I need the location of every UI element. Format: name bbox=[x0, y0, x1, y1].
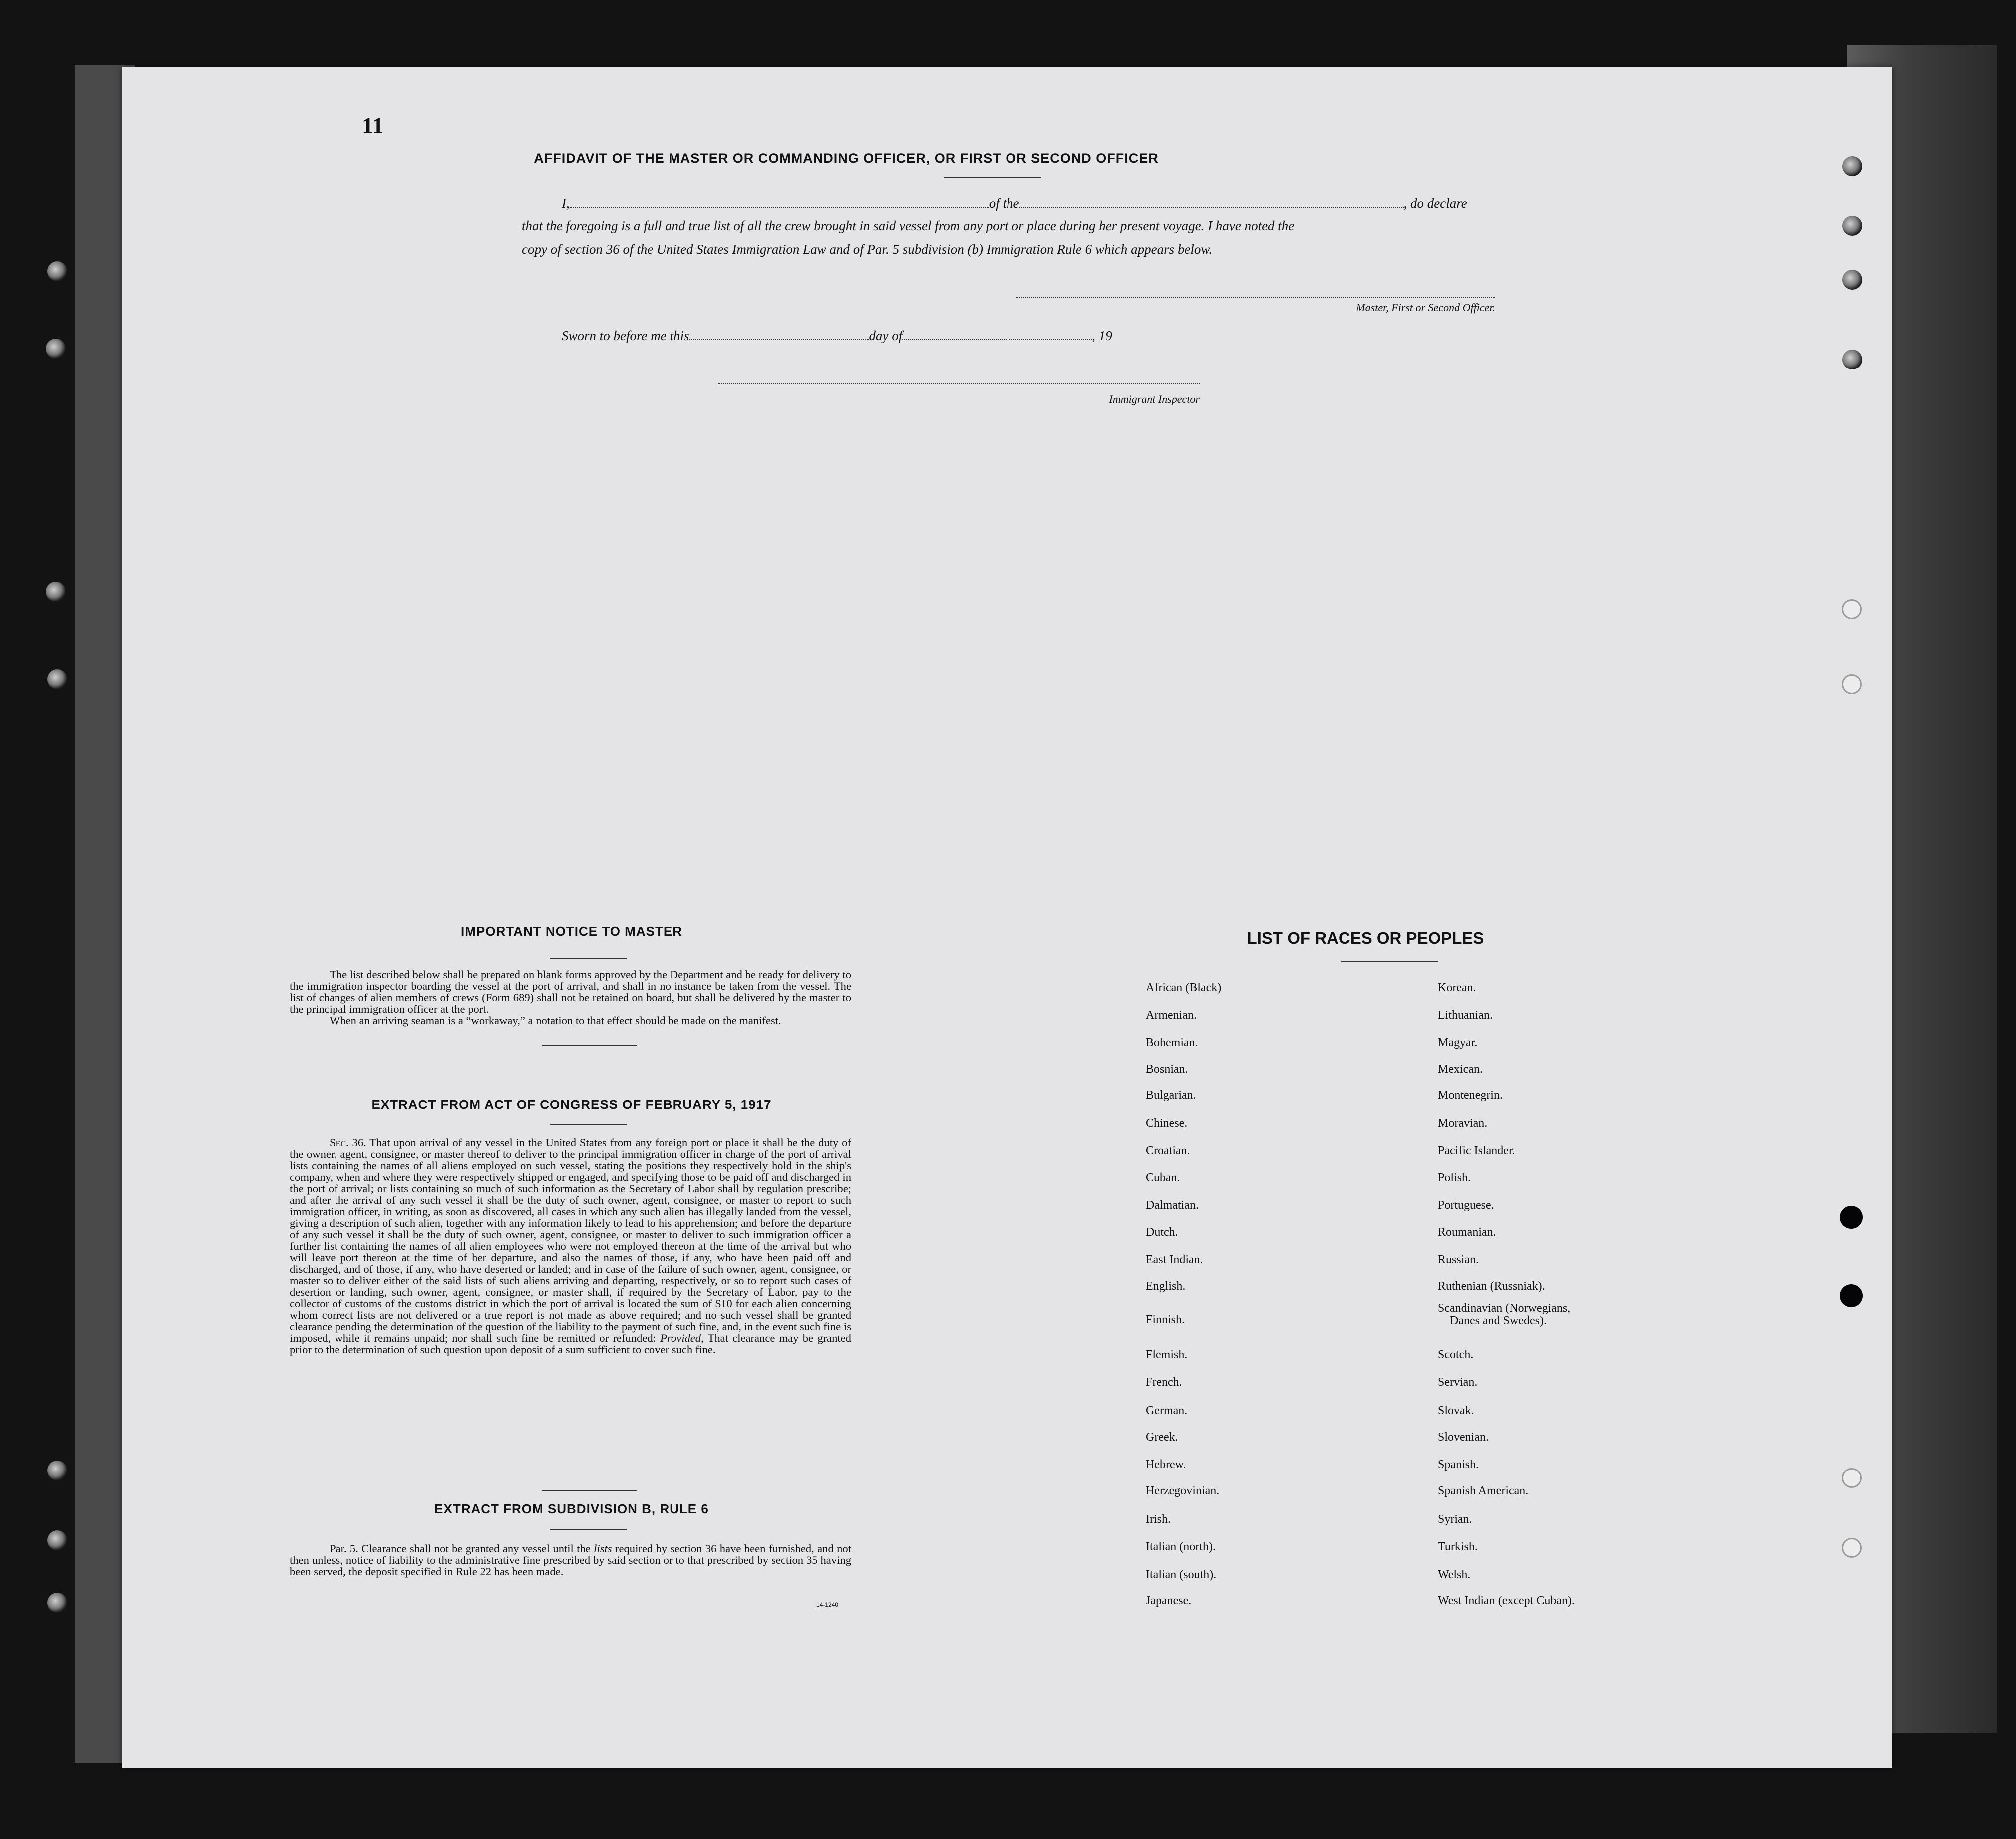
section-36-tail: That clearance may be granted prior to the determination of such question upon deposit of a sum sufficient to cover such fine. bbox=[290, 1332, 851, 1356]
race-item: Italian (north). bbox=[1146, 1540, 1216, 1553]
rule-lists-word: lists bbox=[594, 1542, 612, 1555]
race-item: Montenegrin. bbox=[1438, 1089, 1503, 1102]
race-item: Syrian. bbox=[1438, 1513, 1472, 1526]
race-item: Lithuanian. bbox=[1438, 1009, 1493, 1022]
binder-hole bbox=[1842, 350, 1862, 369]
title-rule bbox=[944, 177, 1041, 178]
rule-extract-title: EXTRACT FROM SUBDIVISION B, RULE 6 bbox=[434, 1501, 709, 1516]
rule-extract-rule bbox=[550, 1529, 627, 1530]
line1-of-the: of the bbox=[989, 196, 1019, 211]
binder-hole bbox=[47, 1461, 67, 1480]
race-item: East Indian. bbox=[1146, 1253, 1203, 1266]
binder-hole bbox=[46, 582, 66, 602]
race-item: Slovak. bbox=[1438, 1404, 1474, 1417]
sworn-month-blank[interactable] bbox=[902, 327, 1092, 340]
race-item: Scandinavian (Norwegians, Danes and Swedes). bbox=[1438, 1302, 1571, 1327]
affidavit-line1 bbox=[562, 195, 1630, 211]
race-item: Bosnian. bbox=[1146, 1063, 1188, 1076]
line1-declare: , do declare bbox=[1403, 196, 1467, 211]
race-item: Ruthenian (Russniak). bbox=[1438, 1280, 1545, 1293]
race-item: Armenian. bbox=[1146, 1009, 1197, 1022]
binder-hole bbox=[1842, 674, 1862, 694]
sworn-line bbox=[562, 327, 1112, 344]
notice-title: IMPORTANT NOTICE TO MASTER bbox=[461, 924, 682, 939]
binder-hole bbox=[47, 1530, 67, 1550]
binder-hole bbox=[47, 1593, 67, 1613]
race-item: West Indian (except Cuban). bbox=[1438, 1594, 1575, 1607]
sworn-day-of: day of bbox=[869, 328, 903, 343]
act-extract-end-rule bbox=[542, 1490, 637, 1491]
corner-mark: 11 bbox=[362, 113, 384, 138]
race-item: Servian. bbox=[1438, 1376, 1478, 1389]
race-item: German. bbox=[1146, 1404, 1188, 1417]
sworn-prefix: Sworn to before me this bbox=[562, 328, 689, 343]
race-item: Hebrew. bbox=[1146, 1458, 1186, 1471]
race-item: Dutch. bbox=[1146, 1226, 1178, 1239]
race-item: Croatian. bbox=[1146, 1144, 1190, 1157]
binder-hole bbox=[1842, 216, 1862, 236]
race-item: Finnish. bbox=[1146, 1313, 1185, 1326]
race-item: Cuban. bbox=[1146, 1171, 1180, 1184]
race-item: Roumanian. bbox=[1438, 1226, 1496, 1239]
race-item: English. bbox=[1146, 1280, 1186, 1293]
provided-word: Provided, bbox=[660, 1332, 704, 1344]
race-item: Herzegovinian. bbox=[1146, 1484, 1220, 1497]
race-item: African (Black) bbox=[1146, 981, 1222, 994]
notice-end-rule bbox=[542, 1045, 637, 1046]
sworn-year: , 19 bbox=[1092, 328, 1112, 343]
binder-hole bbox=[1842, 1538, 1862, 1558]
binder-hole bbox=[1840, 1206, 1863, 1229]
races-title: LIST OF RACES OR PEOPLES bbox=[1247, 929, 1484, 947]
affidavit-line3: copy of section 36 of the United States Immigration Law and of Par. 5 subdivision (b) Immigration Rule 6 which appears below. bbox=[522, 242, 1213, 257]
race-item: Polish. bbox=[1438, 1171, 1471, 1184]
race-item: Mexican. bbox=[1438, 1063, 1483, 1076]
act-extract-title: EXTRACT FROM ACT OF CONGRESS OF FEBRUARY 5, 1917 bbox=[371, 1097, 772, 1112]
master-signature-line[interactable] bbox=[1016, 297, 1495, 298]
line1-i: I, bbox=[562, 196, 570, 211]
rule-text-a: Par. 5. Clearance shall not be granted any vessel until the bbox=[330, 1542, 591, 1555]
binder-hole bbox=[1842, 1468, 1862, 1488]
act-extract-rule bbox=[550, 1124, 627, 1125]
notice-rule bbox=[550, 958, 627, 959]
race-item: Spanish. bbox=[1438, 1458, 1479, 1471]
race-item: Welsh. bbox=[1438, 1568, 1471, 1581]
race-item: Slovenian. bbox=[1438, 1431, 1489, 1444]
races-rule bbox=[1341, 961, 1438, 962]
race-item: Scotch. bbox=[1438, 1348, 1474, 1361]
race-item: Italian (south). bbox=[1146, 1568, 1217, 1581]
race-item: Chinese. bbox=[1146, 1117, 1188, 1130]
binder-hole bbox=[1840, 1284, 1863, 1307]
notice-body bbox=[290, 969, 851, 1026]
race-item: Japanese. bbox=[1146, 1594, 1192, 1607]
manifest-page bbox=[122, 67, 1892, 1768]
race-item: Flemish. bbox=[1146, 1348, 1188, 1361]
binder-hole bbox=[47, 669, 67, 689]
binder-hole bbox=[47, 261, 67, 281]
affidavit-title: AFFIDAVIT OF THE MASTER OR COMMANDING OFFICER, OR FIRST OR SECOND OFFICER bbox=[534, 151, 1159, 166]
race-item: Turkish. bbox=[1438, 1540, 1478, 1553]
rule-text-b: required by section 36 have been furnished, and not then unless, notice of liability to the administrative fine prescribed by said section or to that prescribed by section 35 having been served, the deposit specified in Rule 22 has been made. bbox=[290, 1542, 851, 1578]
race-item: Magyar. bbox=[1438, 1036, 1478, 1049]
race-item: Korean. bbox=[1438, 981, 1476, 994]
officer-name-blank[interactable] bbox=[570, 195, 989, 208]
master-signature-caption: Master, First or Second Officer. bbox=[1356, 301, 1495, 314]
affidavit-line2: that the foregoing is a full and true list of all the crew brought in said vessel from any port or place during her present voyage. I have noted the bbox=[522, 218, 1295, 233]
notice-para-2: When an arriving seaman is a “workaway,” a notation to that effect should be made on the manifest. bbox=[330, 1014, 781, 1027]
inspector-signature-line[interactable] bbox=[718, 383, 1200, 384]
race-item-continuation: Danes and Swedes). bbox=[1450, 1314, 1547, 1327]
race-item: Bulgarian. bbox=[1146, 1089, 1196, 1102]
race-item: Irish. bbox=[1146, 1513, 1171, 1526]
race-item: Moravian. bbox=[1438, 1117, 1488, 1130]
binder-hole bbox=[1842, 270, 1862, 290]
section-label: Sec. 36. bbox=[330, 1136, 366, 1149]
notice-para-1: The list described below shall be prepared on blank forms approved by the Department and be ready for delivery to the immigration inspector boarding the vessel at the port of arrival, and shall in no instance be taken from the vessel. The list of changes of alien members of crews (Form 689) shall not be retained on board, but shall be delivered by the master to the principal immigration officer at the port. bbox=[290, 968, 851, 1015]
inspector-caption: Immigrant Inspector bbox=[1109, 393, 1200, 405]
act-extract-body bbox=[290, 1137, 851, 1355]
race-item: Pacific Islander. bbox=[1438, 1144, 1515, 1157]
race-item: Dalmatian. bbox=[1146, 1199, 1199, 1212]
section-36-text: That upon arrival of any vessel in the United States from any foreign port or place it shall be the duty of the owner, agent, consignee, or master thereof to deliver to the principal immigration officer in charge of the port of arrival lists containing the names of all aliens employed on such vessel, stating the positions they respectively hold in the ship's company, when and where they were respectively shipped or engaged, and specifying those to be paid off and discharged in the port of arrival; or lists containing so much of such information as the Secretary of Labor shall by regulation prescribe; and after the arrival of any such vessel it shall be the duty of such owner, agent, consignee, or master to report to such immigration officer, in writing, as soon as discovered, all cases in which any such alien has illegally landed from the vessel, giving a description of such alien, together with any information likely to lead to his apprehension; and before the departure of any such vessel it shall be the duty of such owner, agent, consignee, or master to deliver to such immigration officer a further list containing the names of all alien employees who were not employed thereon at the time of the arrival but who will leave port thereon at the time of her departure, and also the names of those, if any, who have been paid off and discharged, and of those, if any, who have deserted or landed; and in case of the failure of such owner, agent, consignee, or master so to deliver either of the said lists of such aliens arriving and departing, respectively, or so to report such cases of desertion or landing, such owner, agent, consignee, or master shall, if required by the Secretary of Labor, pay to the collector of customs of the customs district in which the port of arrival is located the sum of $10 for each alien concerning whom correct lists are not delivered or a true report is not made as above required; and no such vessel shall be granted clearance pending the determination of the question of the liability to the payment of such fine, and, in the event such fine is imposed, while it remains unpaid; nor shall such fine be remitted or refunded: bbox=[290, 1136, 851, 1344]
binder-hole bbox=[46, 339, 66, 359]
vessel-name-blank[interactable] bbox=[1019, 195, 1404, 208]
race-item: French. bbox=[1146, 1376, 1182, 1389]
rule-extract-body bbox=[290, 1543, 851, 1577]
sworn-day-blank[interactable] bbox=[689, 327, 869, 340]
binder-hole bbox=[1842, 599, 1862, 619]
form-number: 14-1240 bbox=[816, 1601, 839, 1608]
race-item: Bohemian. bbox=[1146, 1036, 1198, 1049]
race-item: Russian. bbox=[1438, 1253, 1479, 1266]
race-item: Portuguese. bbox=[1438, 1199, 1494, 1212]
race-item: Greek. bbox=[1146, 1431, 1178, 1444]
binder-hole bbox=[1842, 156, 1862, 176]
race-item: Spanish American. bbox=[1438, 1484, 1529, 1497]
